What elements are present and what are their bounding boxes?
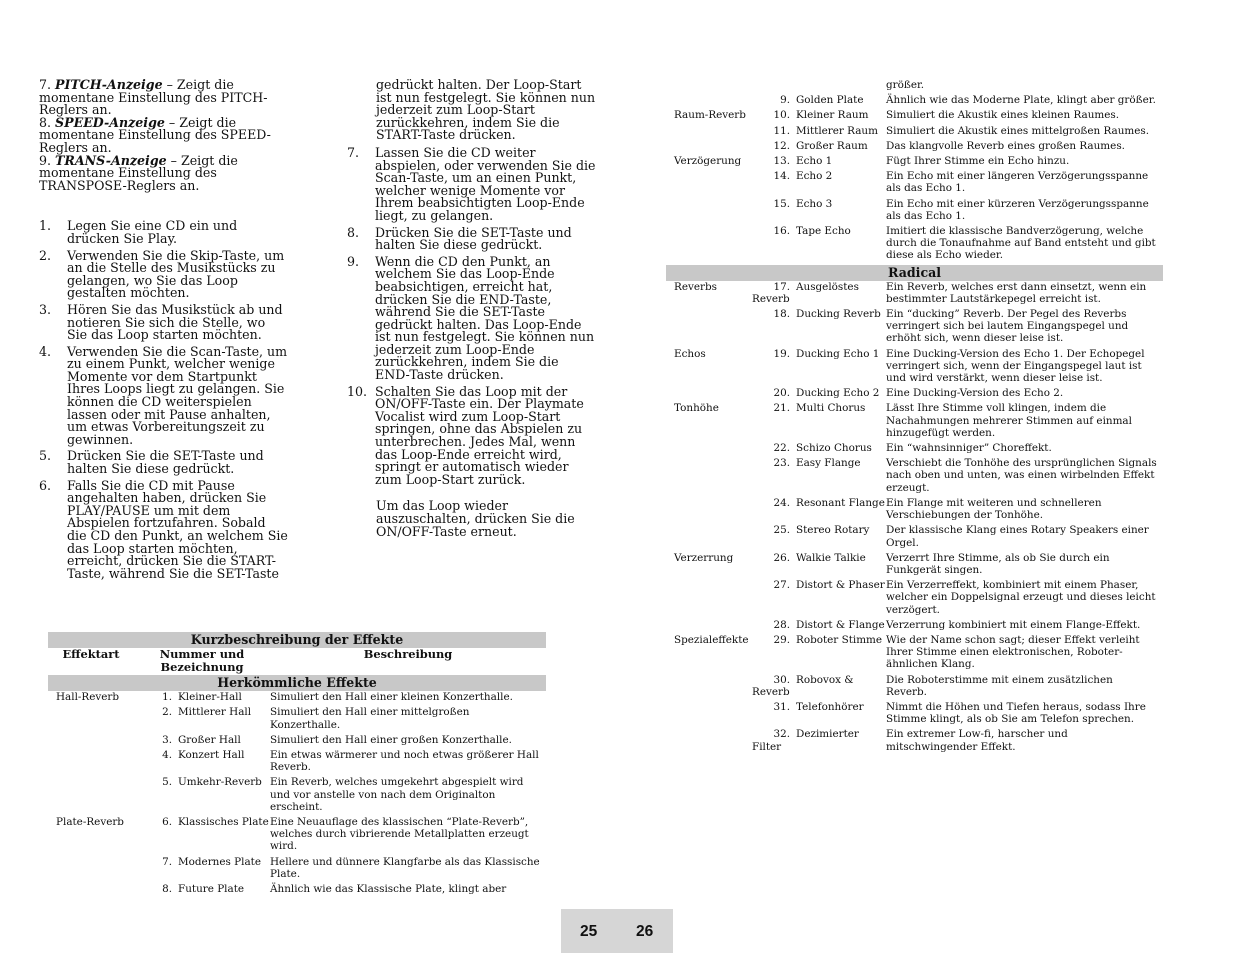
definition-number: 8.: [39, 114, 52, 130]
effect-number: 11.: [773, 124, 790, 137]
table-title: Kurzbeschreibung der Effekte: [48, 632, 546, 648]
effect-description-cell: Imitiert die klassische Bandverzögerung, welche durch die Tonaufnahme auf Band entsteht und gibt diese als Echo wieder.: [886, 225, 1156, 262]
table-row: [666, 155, 1163, 170]
effect-number-name-cell: [134, 691, 270, 706]
effect-number: 1.: [162, 691, 172, 704]
step-item: [39, 343, 289, 447]
effect-number-name-cell: [752, 281, 886, 308]
effect-description-cell: Ähnlich wie das Moderne Plate, klingt aber größer.: [886, 94, 1156, 107]
effect-name: Future Plate: [178, 883, 245, 896]
effect-description-cell: Simuliert den Hall einer mittelgroßen Konzerthalle.: [270, 706, 470, 731]
effect-description-cell: Ähnlich wie das Klassische Plate, klingt aber: [270, 883, 507, 896]
table-row: [666, 552, 1163, 579]
effect-number-name-cell: [134, 706, 270, 733]
effect-description-cell: Lässt Ihre Stimme voll klingen, indem die Nachahmungen mehrerer Stimmen auf einmal hinzugefügt werden.: [886, 402, 1132, 439]
effect-description-cell: Eine Ducking-Version des Echo 1. Der Echopegel verringert sich, wenn der Eingangspegel laut ist und wird verstärkt, wenn dieser leise ist.: [886, 347, 1145, 385]
effect-name: Kleiner Raum: [796, 109, 869, 122]
table-row: [48, 856, 546, 883]
effect-type-cell: Tonhöhe: [674, 402, 719, 415]
effect-type-cell: [666, 140, 752, 155]
step-text: Falls Sie die CD mit Pause angehalten haben, drücken Sie PLAY/PAUSE um mit dem Abspielen fortzufahren. Sobald die CD den Punkt, an welchem Sie das Loop starten möchten, erreicht, drücken Sie die START-Taste, während Sie die SET-Taste: [67, 477, 288, 581]
effect-number: 31.: [773, 700, 790, 713]
table-row: [48, 706, 546, 733]
table-row: [666, 634, 1163, 674]
effect-name: Multi Chorus: [796, 402, 866, 415]
effect-number-name-cell: [752, 701, 886, 728]
indicator-definition: [39, 79, 289, 117]
step-item: [39, 220, 289, 245]
step-text: Hören Sie das Musikstück ab und notieren Sie sich die Stelle, wo Sie das Loop starten möchten.: [67, 301, 283, 343]
effect-description-cell: Der klassische Klang eines Rotary Speakers einer Orgel.: [886, 524, 1149, 549]
effect-number-name-cell: [752, 387, 886, 402]
table-row: [666, 79, 1163, 94]
table-row: [666, 674, 1163, 701]
effect-type-cell: Verzögerung: [674, 155, 742, 168]
effect-name: Konzert Hall: [178, 749, 245, 761]
effect-name: Großer Raum: [796, 139, 868, 152]
effect-description-cell: Verschiebt die Tonhöhe des ursprünglichen Signals nach oben und unten, was einen wirbelnden Effekt erzeugt.: [886, 457, 1157, 494]
effect-type-cell: Verzerrung: [674, 551, 734, 564]
table-row: [48, 883, 546, 898]
effect-number-name-cell: [752, 225, 886, 265]
effect-description-cell: Hellere und dünnere Klangfarbe als das Klassische Plate.: [270, 855, 540, 880]
loop-steps-part1: [39, 220, 289, 580]
effect-number-name-cell: [752, 402, 886, 442]
definition-term: SPEED-Anzeige: [55, 114, 165, 130]
effect-number-name-cell: [752, 94, 886, 109]
effect-name: Telefonhörer: [796, 700, 864, 713]
effect-number: 30.: [773, 673, 790, 686]
effect-type-cell: [48, 734, 134, 749]
effect-name: Schizo Chorus: [796, 442, 872, 455]
definition-number: 7.: [39, 77, 52, 92]
effect-description-cell: Simuliert die Akustik eines mittelgroßen Raumes.: [886, 124, 1150, 137]
effect-type-cell: [666, 198, 752, 225]
indicator-definition: [39, 114, 289, 155]
table-row: [666, 728, 1163, 755]
effect-number-name-cell: [752, 198, 886, 225]
effect-name: Mittlerer Hall: [178, 706, 252, 719]
effect-number: 2.: [162, 706, 172, 719]
step-number: 3.: [39, 301, 52, 317]
step-text: Verwenden Sie die Scan-Taste, um zu einem Punkt, welcher wenige Momente vor dem Startpunkt Ihres Loops liegt zu gelangen. Sie können die CD weiterspielen lassen oder mit Pause anhalten, um etwas Vorbereitungszeit zu gewinnen.: [67, 343, 288, 447]
table-row: [666, 170, 1163, 197]
effect-name: Echo 1: [796, 155, 833, 168]
effect-type-cell: [666, 701, 752, 728]
effect-number-name-cell: [134, 883, 270, 898]
effect-description-cell: Ein Echo mit einer längeren Verzögerungsspanne als das Echo 1.: [886, 170, 1149, 195]
effect-type-cell: [666, 442, 752, 457]
table-row: [666, 701, 1163, 728]
effect-number: 7.: [162, 855, 172, 868]
effects-table-page25: [48, 632, 546, 898]
effect-description-cell: Ein Verzerreffekt, kombiniert mit einem Phaser, welcher ein Doppelsignal erzeugt und dieses leicht verzögert.: [886, 579, 1156, 616]
table-row: [666, 497, 1163, 524]
effect-description-cell: Simuliert den Hall einer großen Konzerthalle.: [270, 733, 512, 746]
effect-number-name-cell: [752, 524, 886, 551]
step-item: [347, 224, 597, 253]
effect-number-name-cell: [752, 619, 886, 634]
definition-text: – Zeigt die momentane Einstellung des SPEED-Reglers an.: [39, 114, 271, 155]
effect-type-cell: Plate-Reverb: [56, 816, 124, 829]
table-row: [666, 348, 1163, 388]
effect-number: 20.: [773, 387, 790, 400]
left-column: [39, 79, 289, 584]
effect-number-name-cell: [752, 674, 886, 701]
effect-name: Tape Echo: [796, 225, 851, 238]
definition-text: – Zeigt die momentane Einstellung des PITCH-Reglers an.: [39, 77, 268, 118]
effect-number-name-cell: [752, 634, 886, 674]
definition-term: PITCH-Anzeige: [55, 77, 163, 92]
effect-description-cell: Fügt Ihrer Stimme ein Echo hinzu.: [886, 155, 1070, 168]
table-row: [666, 524, 1163, 551]
effect-number-name-cell: [752, 552, 886, 579]
step-number: 9.: [347, 253, 360, 269]
step-item: [347, 383, 597, 487]
effect-number: 28.: [773, 618, 790, 631]
indicator-definitions: [39, 79, 289, 192]
effect-description-cell: Die Roboterstimme mit einem zusätzlichen Reverb.: [886, 673, 1113, 698]
effect-description-cell: Eine Neuauflage des klassischen “Plate-Reverb”, welches durch vibrierende Metallplatten erzeugt wird.: [270, 816, 529, 853]
effect-name: Robovox & Reverb: [752, 673, 854, 698]
effect-number: 3.: [162, 733, 172, 746]
header-description: Beschreibung: [363, 647, 453, 661]
effect-number-name-cell: [134, 749, 270, 776]
effect-number: 15.: [773, 197, 790, 210]
effect-name: Walkie Talkie: [796, 551, 866, 564]
table-row: [666, 140, 1163, 155]
effect-number-name-cell: [752, 728, 886, 755]
table-row: [48, 749, 546, 776]
table-row: [666, 225, 1163, 265]
effect-description-cell: Verzerrung kombiniert mit einem Flange-Effekt.: [886, 618, 1141, 631]
step-item: [39, 301, 289, 343]
effect-type-cell: [666, 524, 752, 551]
step-number: 7.: [347, 144, 360, 160]
effect-number: 19.: [773, 347, 790, 360]
effect-number-name-cell: [752, 308, 886, 348]
page-numbers: [561, 909, 673, 953]
effect-number: 21.: [773, 402, 790, 415]
effect-number: 25.: [773, 524, 790, 537]
effect-name: Ducking Reverb: [796, 308, 881, 321]
effect-description-cell: Ein “wahnsinniger” Choreffekt.: [886, 442, 1052, 455]
effect-name: Großer Hall: [178, 733, 241, 746]
table-row: [666, 125, 1163, 140]
effect-type-cell: [666, 619, 752, 634]
table-row: [666, 109, 1163, 124]
effect-name: Stereo Rotary: [796, 524, 870, 537]
effect-type-cell: [666, 125, 752, 140]
definition-number: 9.: [39, 152, 52, 168]
effect-type-cell: Spezialeffekte: [674, 633, 749, 646]
header-effect-type: Effektart: [62, 647, 120, 661]
effect-description-cell: Ein Echo mit einer kürzeren Verzögerungsspanne als das Echo 1.: [886, 197, 1149, 222]
effect-description-cell: größer.: [886, 79, 925, 91]
effect-name: Mittlerer Raum: [796, 124, 878, 137]
effect-type-cell: [48, 749, 134, 776]
effect-name: Roboter Stimme: [796, 633, 883, 646]
effect-name: Golden Plate: [796, 94, 864, 107]
table-row: [666, 94, 1163, 109]
effect-name: Umkehr-Reverb: [178, 776, 262, 789]
step-text: Verwenden Sie die Skip-Taste, um an die Stelle des Musikstücks zu gelangen, wo Sie das Loop gestalten möchten.: [67, 247, 285, 301]
effect-description-cell: Ein etwas wärmerer und noch etwas größerer Hall Reverb.: [270, 749, 539, 774]
step-number: 6.: [39, 477, 52, 493]
effect-number-name-cell: [134, 734, 270, 749]
effect-number: 8.: [162, 883, 172, 896]
effect-name: Easy Flange: [796, 457, 861, 470]
effect-number: 12.: [773, 139, 790, 152]
effect-description-cell: Ein “ducking” Reverb. Der Pegel des Reverbs verringert sich bei lautem Eingangspegel und erhöht sich, wenn dieser leise ist.: [886, 308, 1129, 345]
effect-number: 5.: [162, 776, 172, 789]
step-text: Lassen Sie die CD weiter abspielen, oder verwenden Sie die Scan-Taste, um an einen Punkt, welcher wenige Momente vor Ihrem beabsichtigten Loop-Ende liegt, zu gelangen.: [375, 144, 596, 223]
effect-type-cell: [666, 497, 752, 524]
effect-number: 32.: [773, 728, 790, 741]
table-row: [666, 308, 1163, 348]
effect-description-cell: Ein Flange mit weiteren und schnelleren Verschiebungen der Tonhöhe.: [886, 496, 1102, 522]
step-item: [39, 450, 289, 475]
effect-name: Ducking Echo 2: [796, 387, 880, 400]
effects-table-page26: [666, 79, 1163, 756]
effect-type-cell: [666, 387, 752, 402]
step-number: 1.: [39, 218, 52, 234]
step-number: 2.: [39, 247, 52, 263]
table-row: [48, 776, 546, 816]
definition-term: TRANS-Anzeige: [55, 152, 167, 168]
effect-number: 27.: [773, 579, 790, 592]
table-row: [48, 816, 546, 856]
effect-number: 9.: [780, 94, 790, 107]
step-text: Wenn die CD den Punkt, an welchem Sie das Loop-Ende beabsichtigen, erreicht hat, drücken Sie die END-Taste, während Sie die SET-Taste gedrückt halten. Das Loop-Ende ist nun festgelegt. Sie können nun jederzeit zum Loop-Ende zurückkehren, indem Sie die END-Taste drücken.: [375, 253, 595, 383]
step-number: 10.: [347, 383, 368, 399]
page-number-left: 25: [580, 923, 598, 940]
effect-type-cell: [666, 170, 752, 197]
effect-number: 13.: [773, 155, 790, 168]
table-row: [666, 402, 1163, 442]
step-text: Schalten Sie das Loop mit der ON/OFF-Taste ein. Der Playmate Vocalist wird zum Loop-Start springen, ohne das Abspielen zu unterbrechen. Jedes Mal, wenn das Loop-Ende erreicht wird, springt er automatisch wieder zum Loop-Start zurück.: [375, 383, 584, 487]
effect-type-cell: [666, 579, 752, 619]
effect-name: Kleiner-Hall: [178, 691, 242, 704]
effect-name: Modernes Plate: [178, 855, 261, 868]
effect-number: 24.: [773, 496, 790, 509]
effect-description-cell: Ein Reverb, welches erst dann einsetzt, wenn ein bestimmter Lautstärkepegel erreicht ist.: [886, 280, 1147, 305]
effect-number-name-cell: [752, 442, 886, 457]
effect-description-cell: Simuliert die Akustik eines kleinen Raumes.: [886, 109, 1120, 122]
indicator-definition: [39, 152, 289, 193]
step-continuation: gedrückt halten. Der Loop-Start ist nun festgelegt. Sie können nun jederzeit zum Loop-Start zurückkehren, indem Sie die START-Taste drücken.: [376, 77, 596, 143]
effect-type-cell: Echos: [674, 347, 706, 360]
step-item: [347, 253, 597, 383]
step-item: [39, 247, 289, 301]
effect-number: 6.: [162, 816, 172, 829]
effect-type-cell: [48, 776, 134, 816]
section-radical: Radical: [666, 265, 1163, 281]
effect-number: 18.: [773, 308, 790, 321]
effect-name: Dezimierter Filter: [752, 728, 859, 753]
page-number-right: 26: [636, 923, 654, 940]
effect-type-cell: [48, 883, 134, 898]
effect-type-cell: Hall-Reverb: [56, 691, 120, 704]
table-row: [666, 457, 1163, 497]
effect-number: 22.: [773, 442, 790, 455]
effect-number-name-cell: [134, 856, 270, 883]
effect-number-name-cell: [752, 155, 886, 170]
effect-number: 4.: [162, 749, 172, 761]
table-row: [666, 281, 1163, 308]
effect-name: Ausgelöstes Reverb: [752, 280, 859, 305]
definition-text: – Zeigt die momentane Einstellung des TRANSPOSE-Reglers an.: [39, 152, 238, 193]
table-row: [48, 691, 546, 706]
effect-description-cell: Verzerrt Ihre Stimme, als ob Sie durch ein Funkgerät singen.: [886, 551, 1110, 576]
effect-number: 17.: [773, 280, 790, 293]
effect-type-cell: Raum-Reverb: [674, 109, 746, 122]
effect-type-cell: [666, 79, 752, 94]
effect-name: Distort & Phaser: [796, 579, 885, 592]
effect-type-cell: [48, 856, 134, 883]
effect-description-cell: Ein extremer Low-fi, harscher und mitschwingender Effekt.: [886, 728, 1068, 753]
effect-number: 14.: [773, 170, 790, 183]
table-row: [666, 619, 1163, 634]
effect-number-name-cell: [134, 816, 270, 856]
effect-number: 26.: [773, 551, 790, 564]
table-row: [48, 734, 546, 749]
step-number: 5.: [39, 448, 52, 464]
effect-description-cell: Eine Ducking-Version des Echo 2.: [886, 387, 1064, 400]
loop-off-note: Um das Loop wieder auszuschalten, drücken Sie die ON/OFF-Taste erneut.: [376, 498, 575, 539]
step-text: Drücken Sie die SET-Taste und halten Sie diese gedrückt.: [375, 224, 572, 253]
effect-type-cell: [666, 225, 752, 265]
step-text: Drücken Sie die SET-Taste und halten Sie diese gedrückt.: [67, 448, 264, 477]
table-row: [666, 579, 1163, 619]
effect-description-cell: Das klangvolle Reverb eines großen Raumes.: [886, 139, 1125, 152]
loop-steps-part2: [347, 144, 597, 487]
effect-number-name-cell: [752, 457, 886, 497]
effect-name: Distort & Flange: [796, 618, 885, 631]
middle-column: [347, 79, 597, 538]
effect-type-cell: [666, 674, 752, 701]
effect-description-cell: Wie der Name schon sagt; dieser Effekt verleiht Ihrer Stimme einen elektronischen, Roboter-ähnlichen Klang.: [886, 633, 1140, 671]
effect-number: 10.: [773, 109, 790, 122]
effect-name: Echo 2: [796, 170, 833, 183]
effect-description-cell: Nimmt die Höhen und Tiefen heraus, sodass Ihre Stimme klingt, als ob Sie am Telefon sprechen.: [886, 700, 1146, 726]
effect-number-name-cell: [752, 170, 886, 197]
table-row: [666, 387, 1163, 402]
effect-type-cell: [666, 728, 752, 755]
effect-number-name-cell: [752, 140, 886, 155]
header-number-name: Nummer und Bezeichnung: [159, 647, 245, 674]
effect-number: 29.: [773, 633, 790, 646]
step-item: [347, 144, 597, 223]
effect-type-cell: [666, 457, 752, 497]
effect-name: Ducking Echo 1: [796, 347, 880, 360]
step-number: 8.: [347, 224, 360, 240]
effect-description-cell: Simuliert den Hall einer kleinen Konzerthalle.: [270, 691, 513, 704]
effect-number-name-cell: [752, 79, 886, 94]
section-conventional-effects: Herkömmliche Effekte: [48, 675, 546, 691]
step-text: Legen Sie eine CD ein und drücken Sie Play.: [67, 218, 238, 246]
effect-number-name-cell: [752, 497, 886, 524]
effect-number-name-cell: [752, 348, 886, 388]
step-item: [39, 477, 289, 581]
effect-type-cell: [666, 308, 752, 348]
effect-number: 16.: [773, 225, 790, 238]
effect-name: Klassisches Plate: [178, 816, 269, 829]
effect-number-name-cell: [752, 109, 886, 124]
table-row: [666, 198, 1163, 225]
effect-type-cell: Reverbs: [674, 280, 717, 293]
effect-name: Echo 3: [796, 197, 833, 210]
effect-number-name-cell: [134, 776, 270, 816]
effect-number-name-cell: [752, 125, 886, 140]
effect-description-cell: Ein Reverb, welches umgekehrt abgespielt wird und vor anstelle von nach dem Originalton erscheint.: [270, 776, 524, 813]
effect-type-cell: [48, 706, 134, 733]
effect-name: Resonant Flange: [796, 496, 885, 509]
effect-number-name-cell: [752, 579, 886, 619]
step-number: 4.: [39, 343, 52, 359]
table-row: [666, 442, 1163, 457]
effect-type-cell: [666, 94, 752, 109]
effect-number: 23.: [773, 457, 790, 470]
